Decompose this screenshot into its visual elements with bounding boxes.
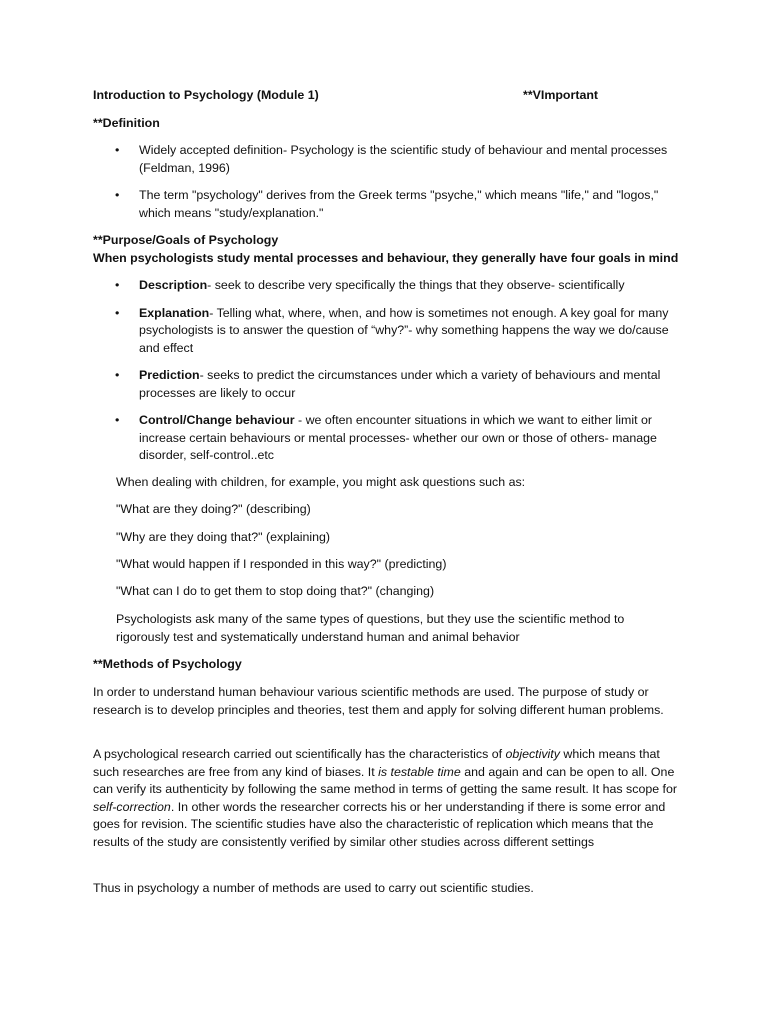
bullet-icon: • — [115, 368, 120, 382]
definition-heading: **Definition — [93, 116, 160, 130]
bullet-icon: • — [115, 278, 120, 292]
methods-paragraph-3: Thus in psychology a number of methods are used to carry out scientific studies. — [93, 881, 534, 895]
goals-list — [93, 277, 683, 465]
definition-list — [93, 142, 683, 222]
list-item: • Description- seek to describe very specifically the things that they observe- scientifically — [93, 277, 683, 295]
list-item: • Prediction- seeks to predict the circumstances under which a variety of behaviours and mental processes are likely to occur — [115, 368, 661, 400]
children-intro: When dealing with children, for example, you might ask questions such as: — [116, 475, 526, 489]
bullet-icon: • — [115, 188, 120, 202]
question-describing: "What are they doing?" (describing) — [116, 502, 311, 516]
methods-heading: **Methods of Psychology — [93, 657, 242, 671]
list-item: • The term "psychology" derives from the Greek terms "psyche," which means "life," and "logos," which means "study/explanation." — [115, 188, 659, 220]
bullet-icon: • — [115, 305, 120, 320]
term-testable: is testable time — [378, 764, 461, 779]
term-objectivity: objectivity — [505, 747, 560, 761]
title-row — [93, 87, 693, 105]
question-predicting: "What would happen if I responded in this way?" (predicting) — [116, 557, 447, 571]
list-item: • Control/Change behaviour - we often encounter situations in which we want to either limit or increase certain behaviours or mental processes- whether our own or those of others- manage disorder, self-control..etc — [115, 413, 657, 462]
list-item: • Widely accepted definition- Psychology is the scientific study of behaviour and mental processes (Feldman, 1996) — [115, 143, 668, 175]
importance-flag: **VImportant — [523, 88, 599, 102]
document-title: Introduction to Psychology (Module 1) — [93, 88, 319, 102]
bullet-icon: • — [115, 413, 120, 427]
term-self-correction: self-correction — [93, 799, 171, 814]
goals-heading: **Purpose/Goals of Psychology — [93, 233, 279, 247]
goals-closing: Psychologists ask many of the same types of questions, but they use the scientific method to rigorously test and systematically understand human and animal behavior — [116, 612, 625, 644]
methods-paragraph-2: A psychological research carried out scientifically has the characteristics of objectivity which means that such researches are free from any kind of biases. It is testable time and again and can be open to all. One can verify its authenticity by following the same method in terms of getting the same result. It has scope for self-correction. In other words the researcher corrects his or her understanding if there is some error and goes for revision. The scientific studies have also the characteristic of replication which means that the results of the study are consistently verified by similar other studies across different settings — [93, 747, 678, 849]
question-explaining: "Why are they doing that?" (explaining) — [116, 530, 331, 544]
list-item: • Explanation- Telling what, where, when, and how is sometimes not enough. A key goal for many psychologists is to answer the question of “why?”- why something happens the way we do/cause and effect — [115, 305, 669, 355]
methods-paragraph-1: In order to understand human behaviour various scientific methods are used. The purpose of study or research is to develop principles and theories, test them and apply for solving different human problems. — [93, 685, 664, 717]
question-changing: "What can I do to get them to stop doing that?" (changing) — [116, 584, 435, 598]
bullet-icon: • — [115, 143, 120, 157]
goals-intro: When psychologists study mental processes and behaviour, they generally have four goals in mind — [93, 251, 679, 265]
